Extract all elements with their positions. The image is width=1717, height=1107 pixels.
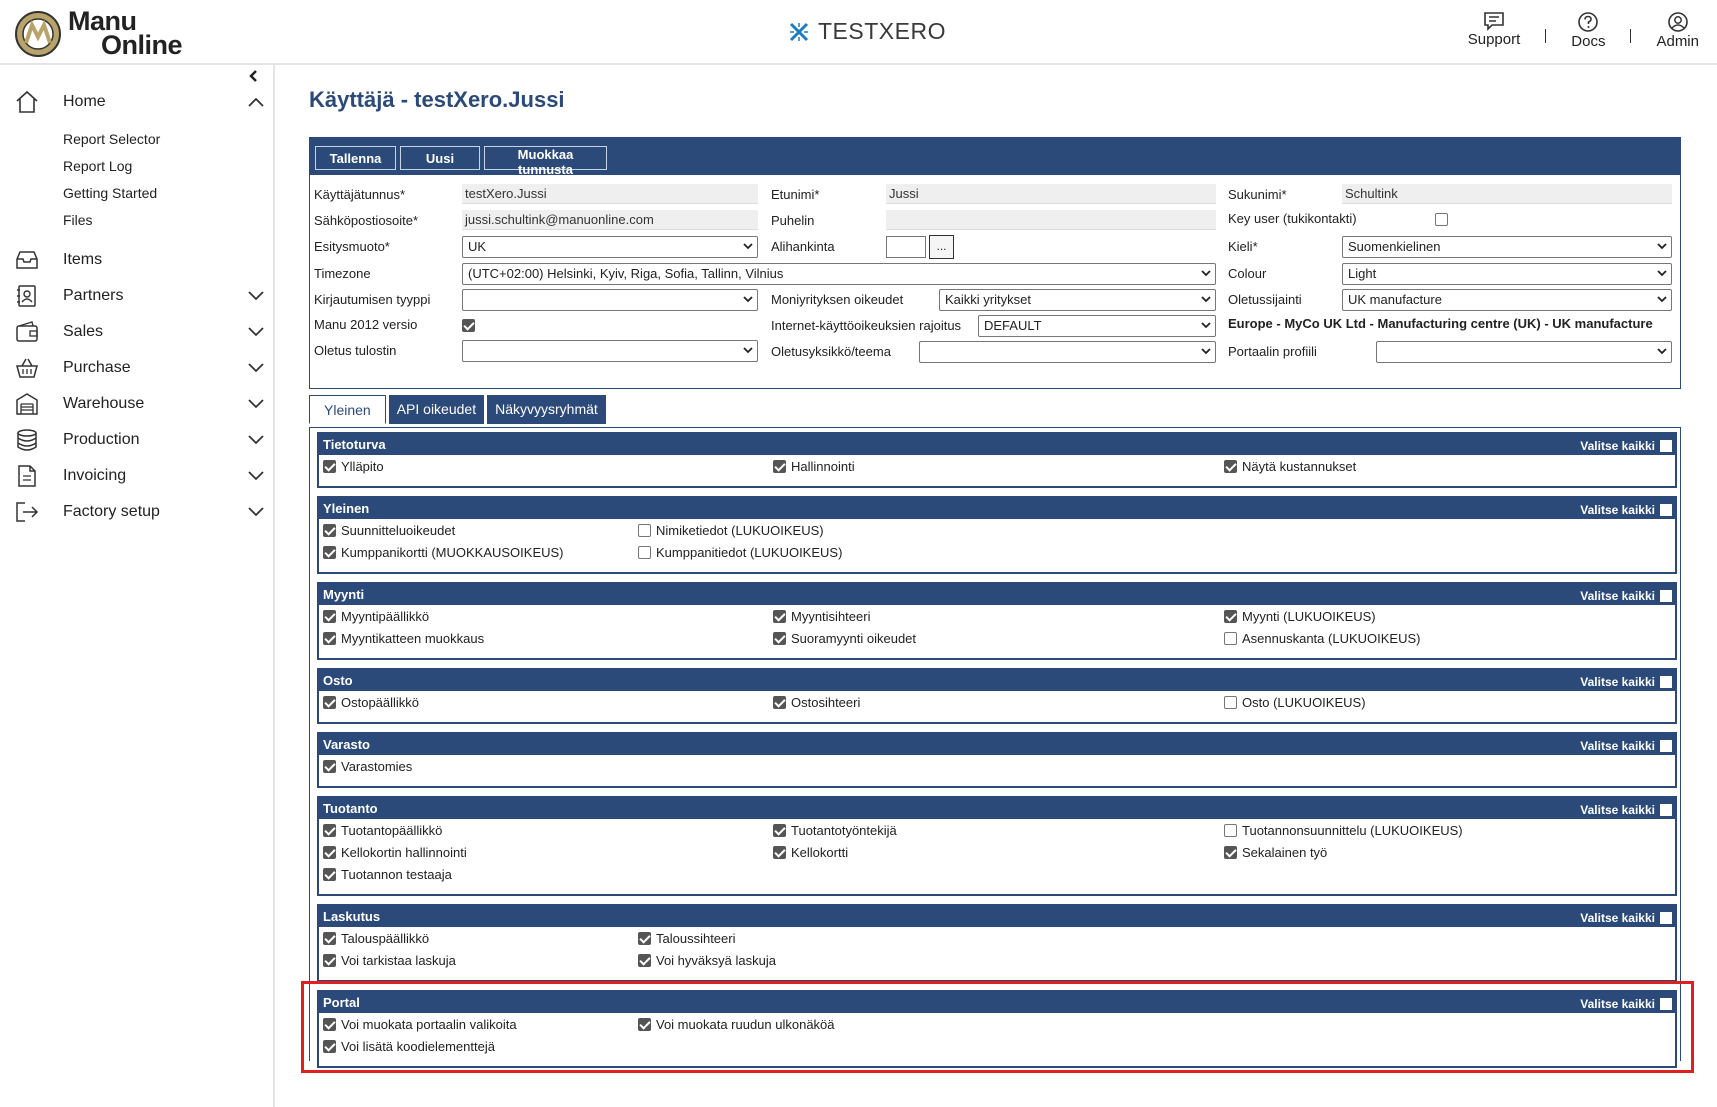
section-title: Tietoturva bbox=[323, 437, 386, 452]
section-header bbox=[319, 670, 1675, 691]
manu2012-label: Manu 2012 versio bbox=[314, 317, 418, 332]
permission-item[interactable] bbox=[1224, 459, 1356, 474]
username-label: Käyttäjätunnus* bbox=[314, 187, 406, 202]
permission-checkbox[interactable] bbox=[323, 1040, 336, 1053]
format-value: UK bbox=[468, 239, 487, 254]
select-all-checkbox[interactable] bbox=[1660, 804, 1672, 816]
permission-checkbox[interactable] bbox=[323, 524, 336, 537]
permission-checkbox[interactable] bbox=[323, 1018, 336, 1031]
section-tuotanto bbox=[317, 796, 1677, 896]
chevron-down-icon bbox=[248, 504, 264, 522]
permission-item[interactable] bbox=[323, 1039, 495, 1054]
permission-tabs bbox=[309, 395, 606, 424]
select-all-checkbox[interactable] bbox=[1660, 676, 1672, 688]
sidebar bbox=[0, 65, 275, 1107]
chevron-down-icon bbox=[743, 347, 753, 354]
chevron-down-icon bbox=[248, 432, 264, 450]
select-all[interactable] bbox=[1580, 911, 1672, 925]
xero-brand-icon bbox=[788, 21, 810, 43]
select-all[interactable] bbox=[1580, 997, 1672, 1011]
permission-item[interactable] bbox=[323, 631, 484, 646]
phone-field bbox=[886, 210, 1216, 230]
permission-checkbox[interactable] bbox=[773, 824, 786, 837]
format-select[interactable] bbox=[462, 236, 758, 258]
sidebar-item-label: Production bbox=[63, 431, 140, 448]
multicompany-value: Kaikki yritykset bbox=[945, 292, 1031, 307]
permission-checkbox[interactable] bbox=[323, 632, 336, 645]
basket-icon bbox=[14, 355, 40, 381]
sidebar-item-partners[interactable] bbox=[14, 281, 264, 311]
select-all[interactable] bbox=[1580, 503, 1672, 517]
permission-checkbox[interactable] bbox=[323, 954, 336, 967]
permission-checkbox[interactable] bbox=[323, 932, 336, 945]
permission-item[interactable] bbox=[323, 523, 455, 538]
default-unit-select[interactable] bbox=[919, 341, 1216, 363]
permission-item[interactable] bbox=[638, 953, 776, 968]
permission-checkbox[interactable] bbox=[773, 610, 786, 623]
section-header bbox=[319, 734, 1675, 755]
language-value: Suomenkielinen bbox=[1348, 239, 1441, 254]
internet-restriction-value: DEFAULT bbox=[984, 318, 1042, 333]
permission-item[interactable] bbox=[323, 609, 429, 624]
save-button[interactable]: Tallenna bbox=[315, 146, 396, 170]
permission-item[interactable] bbox=[773, 631, 916, 646]
select-all-checkbox[interactable] bbox=[1660, 590, 1672, 602]
multicompany-select[interactable] bbox=[939, 289, 1216, 311]
support-label: Support bbox=[1467, 31, 1521, 48]
database-stack-icon bbox=[14, 427, 40, 453]
user-circle-icon bbox=[1667, 11, 1689, 33]
permission-item[interactable] bbox=[1224, 609, 1376, 624]
permission-item[interactable] bbox=[773, 823, 897, 838]
permission-label: Myyntisihteeri bbox=[791, 609, 871, 624]
sign-out-icon bbox=[14, 499, 40, 525]
firstname-label: Etunimi* bbox=[771, 187, 820, 202]
permission-label: Varastomies bbox=[341, 759, 413, 774]
login-type-label: Kirjautumisen tyyppi bbox=[314, 292, 431, 307]
permission-checkbox[interactable] bbox=[638, 932, 651, 945]
permission-label: Myyntikatteen muokkaus bbox=[341, 631, 485, 646]
permission-label: Hallinnointi bbox=[791, 459, 855, 474]
logo-line1: Manu bbox=[68, 6, 137, 36]
chevron-down-icon bbox=[248, 396, 264, 414]
sidebar-item-label: Purchase bbox=[63, 359, 131, 376]
permission-checkbox[interactable] bbox=[323, 760, 336, 773]
sidebar-item-label: Partners bbox=[63, 287, 124, 304]
docs-button[interactable] bbox=[1571, 11, 1605, 50]
chat-icon bbox=[1483, 11, 1505, 31]
permission-label: Voi lisätä koodielementtejä bbox=[341, 1039, 495, 1054]
permission-label: Talouspäällikkö bbox=[341, 931, 430, 946]
location-path: Europe - MyCo UK Ltd - Manufacturing centre (UK) - UK manufacture bbox=[1228, 316, 1653, 331]
permission-label: Voi tarkistaa laskuja bbox=[341, 953, 456, 968]
permission-checkbox[interactable] bbox=[1224, 846, 1237, 859]
section-title: Varasto bbox=[323, 737, 370, 752]
chevron-down-icon bbox=[248, 468, 264, 486]
language-label: Kieli* bbox=[1228, 239, 1258, 254]
warehouse-icon bbox=[14, 391, 40, 417]
permission-checkbox[interactable] bbox=[323, 610, 336, 623]
permission-checkbox[interactable] bbox=[773, 460, 786, 473]
permission-item[interactable] bbox=[773, 459, 855, 474]
select-all[interactable] bbox=[1580, 675, 1672, 689]
select-all-checkbox[interactable] bbox=[1660, 912, 1672, 924]
select-all-label: Valitse kaikki bbox=[1580, 997, 1655, 1011]
sidebar-item-items[interactable] bbox=[14, 245, 264, 275]
sidebar-item-label: Warehouse bbox=[63, 395, 145, 412]
permission-label: Kellokortti bbox=[791, 845, 849, 860]
edit-username-button[interactable]: Muokkaa tunnusta bbox=[484, 146, 607, 170]
section-header bbox=[319, 498, 1675, 519]
header-divider bbox=[1545, 29, 1546, 43]
permission-item[interactable] bbox=[1224, 823, 1463, 838]
permission-item[interactable] bbox=[323, 695, 419, 710]
sidebar-item-home[interactable] bbox=[14, 87, 264, 117]
timezone-value: (UTC+02:00) Helsinki, Kyiv, Riga, Sofia, Tallinn, Vilnius bbox=[468, 266, 784, 281]
chevron-down-icon bbox=[248, 288, 264, 306]
permission-checkbox[interactable] bbox=[323, 824, 336, 837]
permission-label: Suoramyynti oikeudet bbox=[791, 631, 917, 646]
inbox-tray-icon bbox=[14, 247, 40, 273]
permission-item[interactable] bbox=[638, 545, 842, 560]
chevron-down-icon bbox=[1201, 296, 1211, 303]
section-header bbox=[319, 584, 1675, 605]
select-all-label: Valitse kaikki bbox=[1580, 739, 1655, 753]
sidebar-subitem-getting-started[interactable]: Getting Started bbox=[63, 185, 158, 201]
lastname-label: Sukunimi* bbox=[1228, 187, 1287, 202]
select-all[interactable] bbox=[1580, 439, 1672, 453]
chevron-down-icon bbox=[1201, 322, 1211, 329]
select-all-label: Valitse kaikki bbox=[1580, 803, 1655, 817]
default-location-select[interactable] bbox=[1342, 289, 1672, 311]
permission-label: Nimiketiedot (LUKUOIKEUS) bbox=[656, 523, 824, 538]
internet-restriction-select[interactable] bbox=[978, 315, 1216, 337]
page-title: Käyttäjä - testXero.Jussi bbox=[309, 87, 565, 112]
new-button[interactable]: Uusi bbox=[400, 146, 480, 170]
chevron-left-icon bbox=[248, 70, 258, 82]
permission-checkbox[interactable] bbox=[773, 632, 786, 645]
username-field: testXero.Jussi bbox=[462, 184, 758, 204]
permission-item[interactable] bbox=[773, 845, 848, 860]
colour-value: Light bbox=[1348, 266, 1377, 281]
permission-checkbox[interactable] bbox=[323, 546, 336, 559]
permission-label: Osto (LUKUOIKEUS) bbox=[1242, 695, 1366, 710]
language-select[interactable] bbox=[1342, 236, 1672, 258]
key-user-checkbox[interactable] bbox=[1435, 213, 1448, 226]
select-all-label: Valitse kaikki bbox=[1580, 911, 1655, 925]
permission-label: Taloussihteeri bbox=[656, 931, 736, 946]
permission-label: Kumppanikortti (MUOKKAUSOIKEUS) bbox=[341, 545, 564, 560]
tab-yleinen[interactable]: Yleinen bbox=[309, 395, 386, 424]
email-field: jussi.schultink@manuonline.com bbox=[462, 210, 758, 230]
lastname-field: Schultink bbox=[1342, 184, 1672, 204]
document-icon bbox=[14, 463, 40, 489]
subcontract-lookup-button[interactable]: ... bbox=[929, 235, 954, 259]
select-all-checkbox[interactable] bbox=[1660, 740, 1672, 752]
permission-label: Kellokortin hallinnointi bbox=[341, 845, 467, 860]
sidebar-item-purchase[interactable] bbox=[14, 353, 264, 383]
permission-checkbox[interactable] bbox=[323, 868, 336, 881]
company-brand bbox=[788, 18, 946, 45]
manu-online-logo[interactable] bbox=[14, 6, 214, 60]
permission-item[interactable] bbox=[323, 845, 467, 860]
section-yleinen bbox=[317, 496, 1677, 574]
permission-item[interactable] bbox=[323, 759, 412, 774]
section-osto bbox=[317, 668, 1677, 724]
sidebar-item-label: Factory setup bbox=[63, 503, 160, 520]
manu2012-checkbox[interactable] bbox=[462, 319, 475, 332]
sidebar-subitem-files[interactable]: Files bbox=[63, 212, 93, 228]
permission-item[interactable] bbox=[638, 523, 824, 538]
chevron-down-icon bbox=[743, 296, 753, 303]
sidebar-item-label: Invoicing bbox=[63, 467, 127, 484]
permission-checkbox[interactable] bbox=[1224, 610, 1237, 623]
section-header bbox=[319, 434, 1675, 455]
portal-profile-select[interactable] bbox=[1376, 341, 1672, 363]
permission-item[interactable] bbox=[323, 459, 384, 474]
email-label: Sähköpostiosoite* bbox=[314, 213, 419, 228]
default-printer-label: Oletus tulostin bbox=[314, 343, 397, 358]
permission-item[interactable] bbox=[323, 867, 452, 882]
select-all[interactable] bbox=[1580, 803, 1672, 817]
support-button[interactable] bbox=[1468, 11, 1521, 48]
tab-panel-yleinen bbox=[309, 427, 1681, 1061]
permission-item[interactable] bbox=[323, 1017, 517, 1032]
permission-checkbox[interactable] bbox=[773, 846, 786, 859]
permission-label: Tuotantopäällikkö bbox=[341, 823, 443, 838]
section-title: Yleinen bbox=[323, 501, 370, 516]
permission-checkbox[interactable] bbox=[638, 524, 651, 537]
chevron-down-icon bbox=[1201, 270, 1211, 277]
select-all-label: Valitse kaikki bbox=[1580, 439, 1655, 453]
permission-checkbox[interactable] bbox=[1224, 460, 1237, 473]
permission-item[interactable] bbox=[1224, 695, 1366, 710]
logo-mark-icon bbox=[14, 10, 62, 58]
permission-label: Ylläpito bbox=[341, 459, 384, 474]
sidebar-item-label: Home bbox=[63, 93, 106, 110]
section-title: Laskutus bbox=[323, 909, 381, 924]
permission-checkbox[interactable] bbox=[1224, 824, 1237, 837]
colour-select[interactable] bbox=[1342, 263, 1672, 285]
select-all-checkbox[interactable] bbox=[1660, 998, 1672, 1010]
tab-api-oikeudet[interactable]: API oikeudet bbox=[389, 395, 484, 424]
colour-label: Colour bbox=[1228, 266, 1267, 281]
permission-label: Myynti (LUKUOIKEUS) bbox=[1242, 609, 1376, 624]
permission-label: Suunnitteluoikeudet bbox=[341, 523, 456, 538]
permission-label: Asennuskanta (LUKUOIKEUS) bbox=[1242, 631, 1421, 646]
default-printer-select[interactable] bbox=[462, 340, 758, 362]
sidebar-item-label: Sales bbox=[63, 323, 104, 340]
phone-label: Puhelin bbox=[771, 213, 815, 228]
section-portal bbox=[317, 990, 1677, 1068]
app-header bbox=[0, 0, 1717, 65]
chevron-down-icon bbox=[248, 324, 264, 342]
select-all-checkbox[interactable] bbox=[1660, 440, 1672, 452]
default-location-value: UK manufacture bbox=[1348, 292, 1442, 307]
section-title: Portal bbox=[323, 995, 360, 1010]
permission-checkbox[interactable] bbox=[323, 846, 336, 859]
sidebar-subitem-report-selector[interactable]: Report Selector bbox=[63, 131, 161, 147]
timezone-label: Timezone bbox=[314, 266, 371, 281]
tab-nakyvyysryhmat[interactable]: Näkyvyysryhmät bbox=[487, 395, 606, 424]
user-form bbox=[309, 175, 1681, 389]
select-all[interactable] bbox=[1580, 589, 1672, 603]
collapse-sidebar-button[interactable] bbox=[248, 69, 258, 85]
wallet-icon bbox=[14, 319, 40, 345]
section-header bbox=[319, 906, 1675, 927]
multicompany-label: Moniyrityksen oikeudet bbox=[771, 292, 904, 307]
permission-item[interactable] bbox=[1224, 631, 1420, 646]
sidebar-item-label: Items bbox=[63, 251, 103, 268]
select-all-label: Valitse kaikki bbox=[1580, 675, 1655, 689]
permission-label: Näytä kustannukset bbox=[1242, 459, 1357, 474]
logo-line2: Online bbox=[101, 30, 183, 60]
sidebar-item-invoicing[interactable] bbox=[14, 461, 264, 491]
subcontract-input[interactable] bbox=[886, 236, 926, 258]
section-title: Osto bbox=[323, 673, 353, 688]
permission-label: Voi muokata portaalin valikoita bbox=[341, 1017, 517, 1032]
permission-label: Ostosihteeri bbox=[791, 695, 861, 710]
permission-label: Tuotantotyöntekijä bbox=[791, 823, 897, 838]
chevron-down-icon bbox=[1657, 348, 1667, 355]
default-location-label: Oletussijainti bbox=[1228, 292, 1302, 307]
section-laskutus bbox=[317, 904, 1677, 982]
chevron-down-icon bbox=[248, 360, 264, 378]
section-header bbox=[319, 992, 1675, 1013]
docs-label: Docs bbox=[1571, 33, 1606, 50]
permission-label: Sekalainen työ bbox=[1242, 845, 1328, 860]
section-tietoturva bbox=[317, 432, 1677, 488]
section-myynti bbox=[317, 582, 1677, 660]
sidebar-item-factory-setup[interactable] bbox=[14, 497, 264, 527]
permission-item[interactable] bbox=[323, 823, 442, 838]
permission-checkbox[interactable] bbox=[1224, 632, 1237, 645]
permission-item[interactable] bbox=[323, 931, 429, 946]
key-user-label: Key user (tukikontakti) bbox=[1228, 211, 1357, 226]
chevron-down-icon bbox=[1201, 348, 1211, 355]
portal-profile-label: Portaalin profiili bbox=[1228, 344, 1317, 359]
admin-label: Admin bbox=[1656, 33, 1699, 50]
permission-item[interactable] bbox=[773, 609, 870, 624]
permission-item[interactable] bbox=[773, 695, 860, 710]
permission-checkbox[interactable] bbox=[638, 1018, 651, 1031]
permission-checkbox[interactable] bbox=[638, 954, 651, 967]
logo-text bbox=[68, 6, 183, 60]
header-actions bbox=[1468, 11, 1699, 50]
sidebar-subitem-report-log[interactable]: Report Log bbox=[63, 158, 133, 174]
permission-item[interactable] bbox=[638, 931, 736, 946]
permission-label: Voi hyväksyä laskuja bbox=[656, 953, 776, 968]
permission-checkbox[interactable] bbox=[323, 696, 336, 709]
form-toolbar bbox=[309, 137, 1681, 175]
permission-label: Kumppanitiedot (LUKUOIKEUS) bbox=[656, 545, 843, 560]
select-all-label: Valitse kaikki bbox=[1580, 589, 1655, 603]
select-all-label: Valitse kaikki bbox=[1580, 503, 1655, 517]
permission-label: Tuotannon testaaja bbox=[341, 867, 452, 882]
contact-card-icon bbox=[14, 283, 40, 309]
permission-label: Ostopäällikkö bbox=[341, 695, 420, 710]
subcontract-label: Alihankinta bbox=[771, 239, 835, 254]
permission-label: Myyntipäällikkö bbox=[341, 609, 430, 624]
select-all[interactable] bbox=[1580, 739, 1672, 753]
timezone-select[interactable] bbox=[462, 263, 1216, 285]
login-type-select[interactable] bbox=[462, 289, 758, 311]
default-unit-label: Oletusyksikkö/teema bbox=[771, 344, 891, 359]
permission-label: Tuotannonsuunnittelu (LUKUOIKEUS) bbox=[1242, 823, 1463, 838]
select-all-checkbox[interactable] bbox=[1660, 504, 1672, 516]
permission-checkbox[interactable] bbox=[323, 460, 336, 473]
permission-item[interactable] bbox=[323, 545, 564, 560]
internet-restriction-label: Internet-käyttöoikeuksien rajoitus bbox=[771, 318, 962, 333]
permission-checkbox[interactable] bbox=[638, 546, 651, 559]
admin-button[interactable] bbox=[1656, 11, 1699, 50]
chevron-down-icon bbox=[743, 243, 753, 250]
format-label: Esitysmuoto* bbox=[314, 239, 390, 254]
header-divider bbox=[1630, 29, 1631, 43]
permission-checkbox[interactable] bbox=[773, 696, 786, 709]
sidebar-item-production[interactable] bbox=[14, 425, 264, 455]
home-icon bbox=[14, 89, 40, 115]
chevron-down-icon bbox=[1657, 296, 1667, 303]
permission-item[interactable] bbox=[323, 953, 456, 968]
chevron-down-icon bbox=[1657, 270, 1667, 277]
section-title: Myynti bbox=[323, 587, 365, 602]
permission-checkbox[interactable] bbox=[1224, 696, 1237, 709]
main-content bbox=[277, 65, 1717, 1107]
section-varasto bbox=[317, 732, 1677, 788]
firstname-field: Jussi bbox=[886, 184, 1216, 204]
chevron-down-icon bbox=[1657, 243, 1667, 250]
permission-label: Voi muokata ruudun ulkonäköä bbox=[656, 1017, 835, 1032]
section-title: Tuotanto bbox=[323, 801, 378, 816]
sidebar-item-sales[interactable] bbox=[14, 317, 264, 347]
permission-item[interactable] bbox=[638, 1017, 835, 1032]
help-circle-icon bbox=[1577, 11, 1599, 33]
sidebar-item-warehouse[interactable] bbox=[14, 389, 264, 419]
chevron-up-icon bbox=[248, 94, 264, 112]
brand-name: TESTXERO bbox=[818, 18, 946, 44]
permission-item[interactable] bbox=[1224, 845, 1327, 860]
section-header bbox=[319, 798, 1675, 819]
